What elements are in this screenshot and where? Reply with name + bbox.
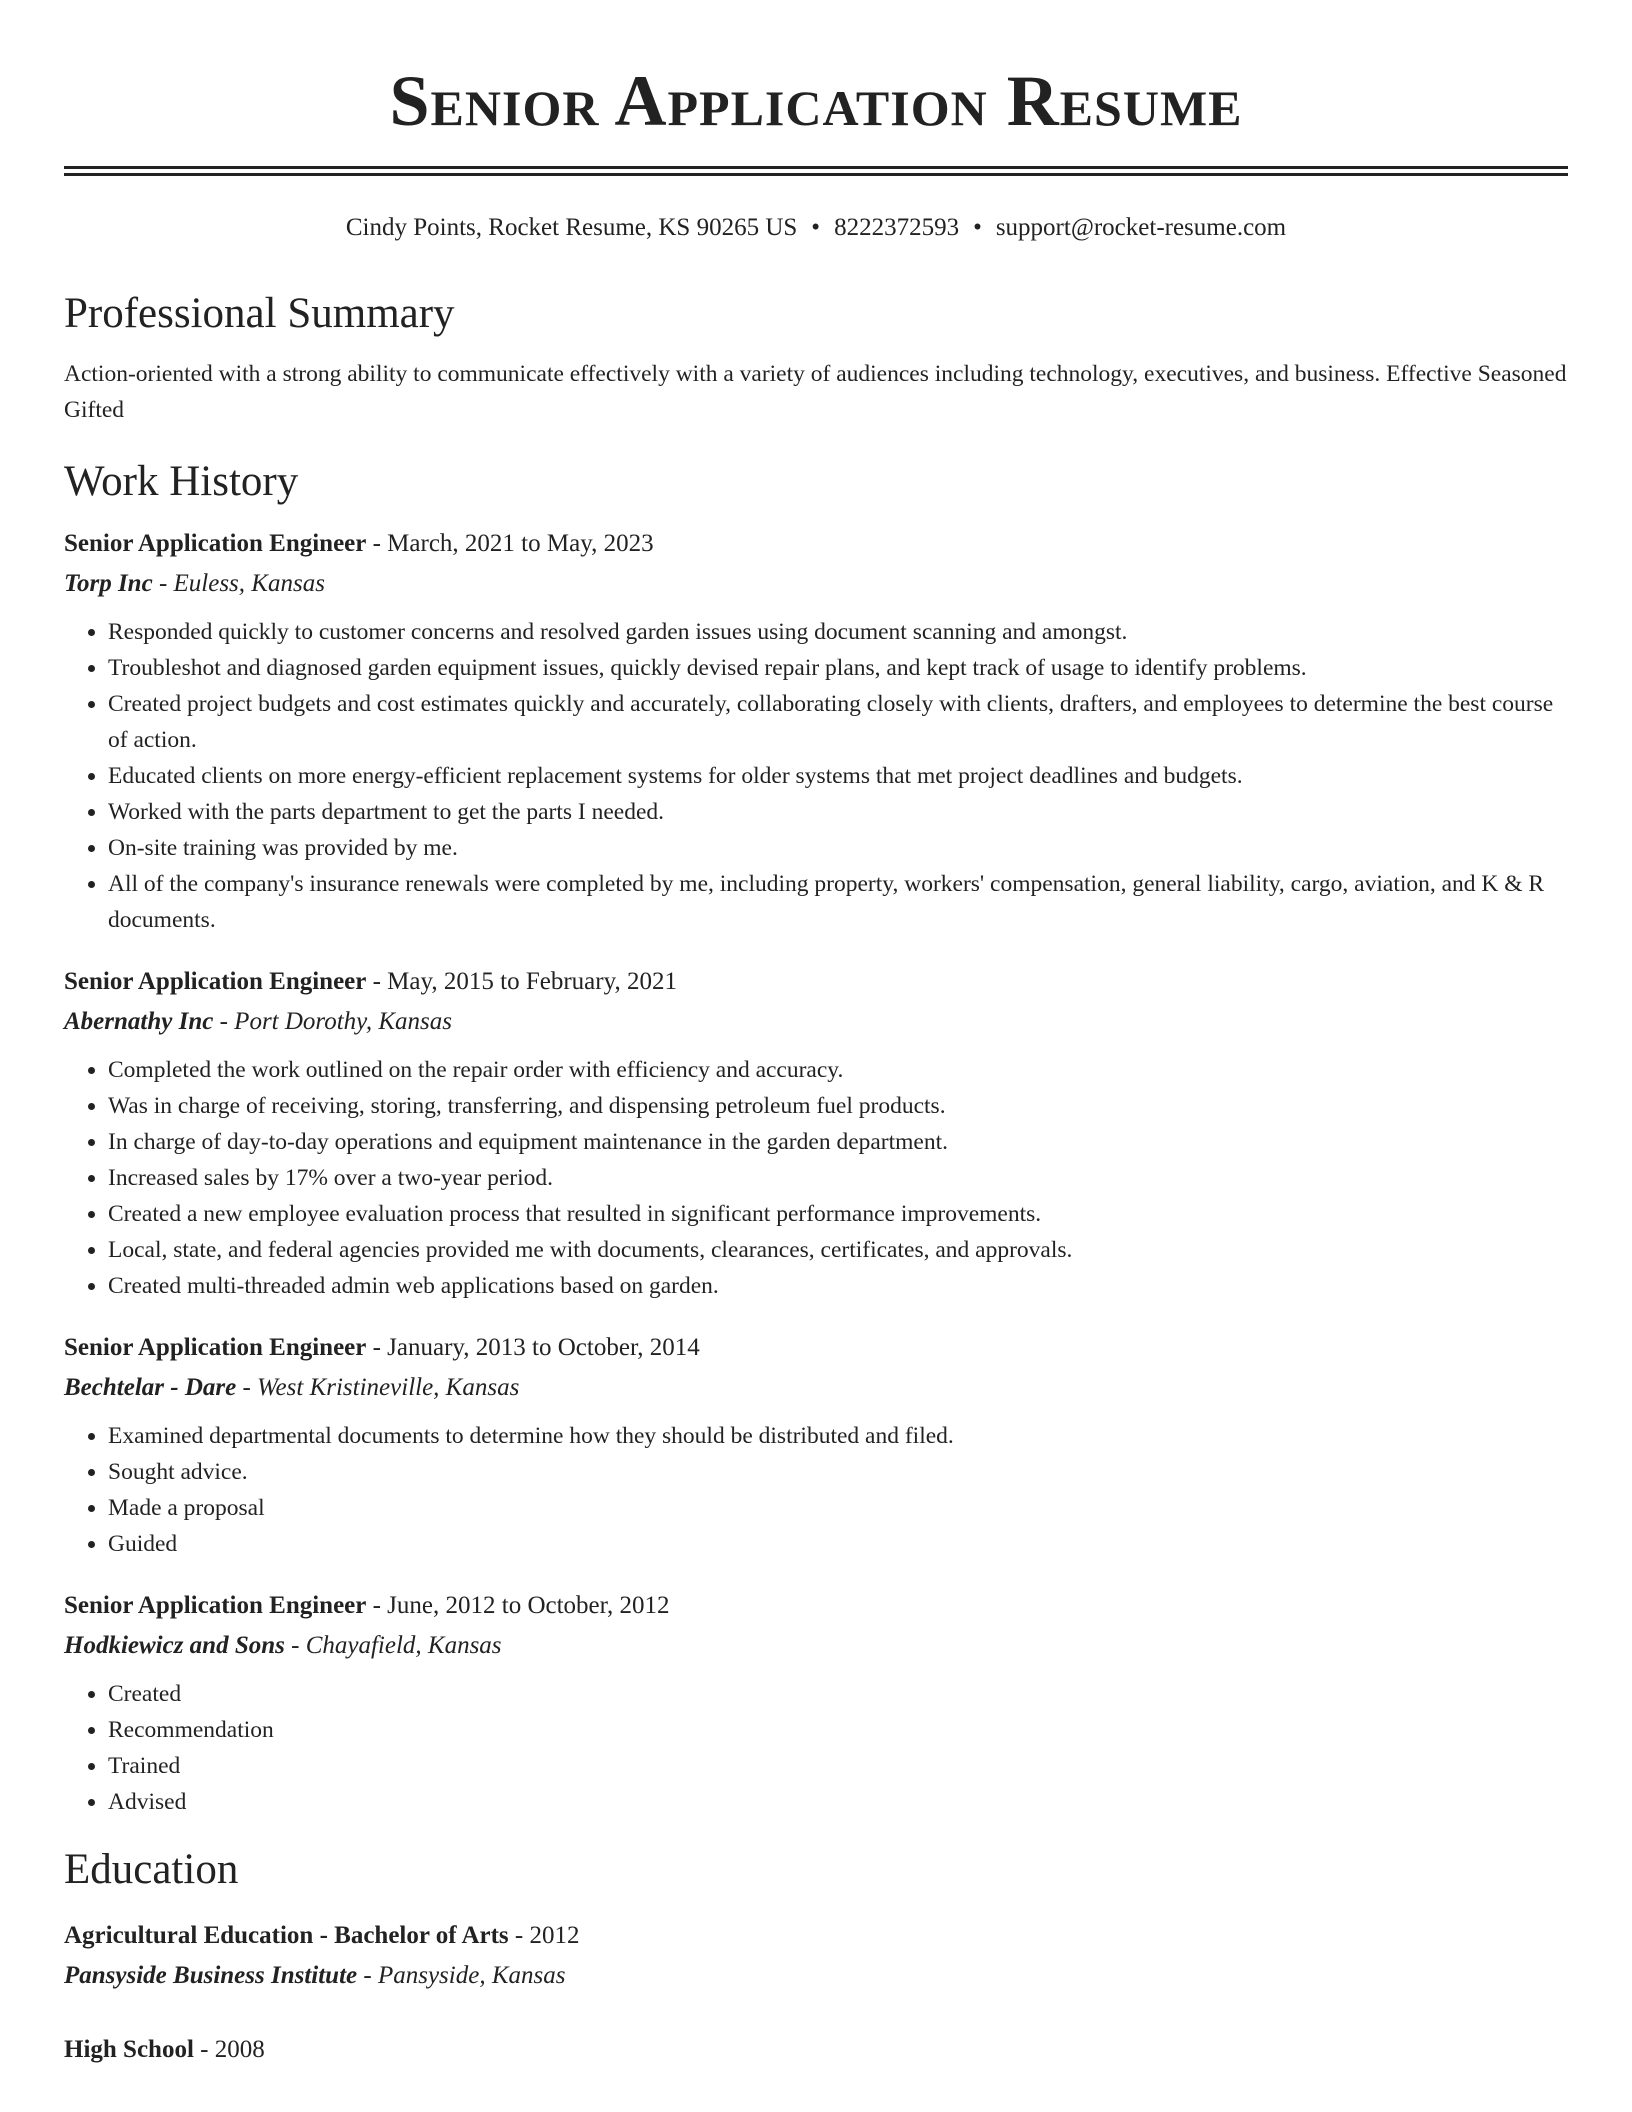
list-item: • Created [108,1676,1568,1712]
list-item: • Made a proposal [108,1490,1568,1526]
list-item: • Recommendation [108,1712,1568,1748]
job-location: - Euless, Kansas [152,570,325,597]
education-section [64,1842,1568,2070]
list-item: • Examined departmental documents to determine how they should be distributed and filed. [108,1418,1568,1454]
summary-heading: Professional Summary [64,290,455,337]
list-item: • Created multi-threaded admin web applications based on garden. [108,1268,1568,1304]
list-item: • In charge of day-to-day operations and equipment maintenance in the garden department. [108,1124,1568,1160]
job-entry [64,962,1568,1304]
contact-separator: • [973,214,982,241]
resume-title: Senior Application Resume [389,61,1243,141]
job-company-line [64,1002,1568,1042]
job-entry [64,1328,1568,1562]
list-item: • Advised [108,1784,1568,1820]
job-company: Bechtelar - Dare [64,1374,237,1401]
job-company: Abernathy Inc [64,1008,214,1035]
degree: Agricultural Education - Bachelor of Arts [64,1922,509,1949]
list-item: • Increased sales by 17% over a two-year period. [108,1160,1568,1196]
job-dates: - May, 2015 to February, 2021 [366,968,677,995]
job-dates: - March, 2021 to May, 2023 [366,530,654,557]
degree-line [64,2030,1568,2070]
job-title: Senior Application Engineer [64,968,367,995]
job-company: Torp Inc [64,570,153,597]
school-line [64,1956,1568,1996]
title-divider [64,166,1568,176]
job-title: Senior Application Engineer [64,1592,367,1619]
job-title: Senior Application Engineer [64,530,367,557]
contact-phone: 8222372593 [834,214,960,241]
job-bullets [64,614,1568,938]
job-dates: - January, 2013 to October, 2014 [366,1334,700,1361]
list-item: • All of the company's insurance renewals were completed by me, including property, workers' compensation, general liability, cargo, aviation, and K & R documents. [108,866,1568,938]
contact-address: Cindy Points, Rocket Resume, KS 90265 US [345,214,798,241]
contact-separator: • [811,214,821,241]
contact-email: support@rocket-resume.com [995,214,1287,241]
list-item: • Created a new employee evaluation process that resulted in significant performance improvements. [108,1196,1568,1232]
school: Pansyside Business Institute [64,1962,358,1989]
list-item: • Created project budgets and cost estimates quickly and accurately, collaborating closely with clients, drafters, and employees to determine the best course of action. [108,686,1568,758]
summary-text: Action-oriented with a strong ability to communicate effectively with a variety of audiences including technology, executives, and business. Effective Seasoned Gifted [64,361,1567,423]
job-company-line [64,564,1568,604]
job-entry [64,1586,1568,1820]
education-entry [64,1916,1568,1996]
job-location: - Chayafield, Kansas [284,1632,502,1659]
list-item: • On-site training was provided by me. [108,830,1568,866]
list-item: • Educated clients on more energy-efficient replacement systems for older systems that met project deadlines and budgets. [108,758,1568,794]
school-location: - Pansyside, Kansas [357,1962,566,1989]
job-location: - Port Dorothy, Kansas [213,1008,453,1035]
contact-line [64,212,1568,244]
job-location: - West Kristineville, Kansas [236,1374,520,1401]
job-entry [64,524,1568,938]
job-title-line [64,962,1568,1002]
degree-year: - 2012 [508,1922,580,1949]
education-entry [64,2030,1568,2070]
list-item: • Guided [108,1526,1568,1562]
degree: High School [64,2036,194,2063]
list-item: • Trained [108,1748,1568,1784]
job-bullets [64,1052,1568,1304]
job-company-line [64,1626,1568,1666]
job-bullets [64,1418,1568,1562]
list-item: • Sought advice. [108,1454,1568,1490]
list-item: • Was in charge of receiving, storing, transferring, and dispensing petroleum fuel products. [108,1088,1568,1124]
list-item: • Local, state, and federal agencies provided me with documents, clearances, certificates, and approvals. [108,1232,1568,1268]
summary-section [64,286,1568,428]
job-company-line [64,1368,1568,1408]
job-title: Senior Application Engineer [64,1334,367,1361]
list-item: • Troubleshot and diagnosed garden equipment issues, quickly devised repair plans, and kept track of usage to identify problems. [108,650,1568,686]
work-history-section [64,454,1568,1820]
work-history-heading: Work History [64,458,299,505]
degree-year: - 2008 [193,2036,265,2063]
job-company: Hodkiewicz and Sons [64,1632,285,1659]
education-heading: Education [64,1846,239,1893]
job-title-line [64,1586,1568,1626]
list-item: • Responded quickly to customer concerns and resolved garden issues using document scanning and amongst. [108,614,1568,650]
list-item: • Worked with the parts department to get the parts I needed. [108,794,1568,830]
job-bullets [64,1676,1568,1820]
job-dates: - June, 2012 to October, 2012 [366,1592,670,1619]
degree-line [64,1916,1568,1956]
job-title-line [64,524,1568,564]
job-title-line [64,1328,1568,1368]
list-item: • Completed the work outlined on the repair order with efficiency and accuracy. [108,1052,1568,1088]
